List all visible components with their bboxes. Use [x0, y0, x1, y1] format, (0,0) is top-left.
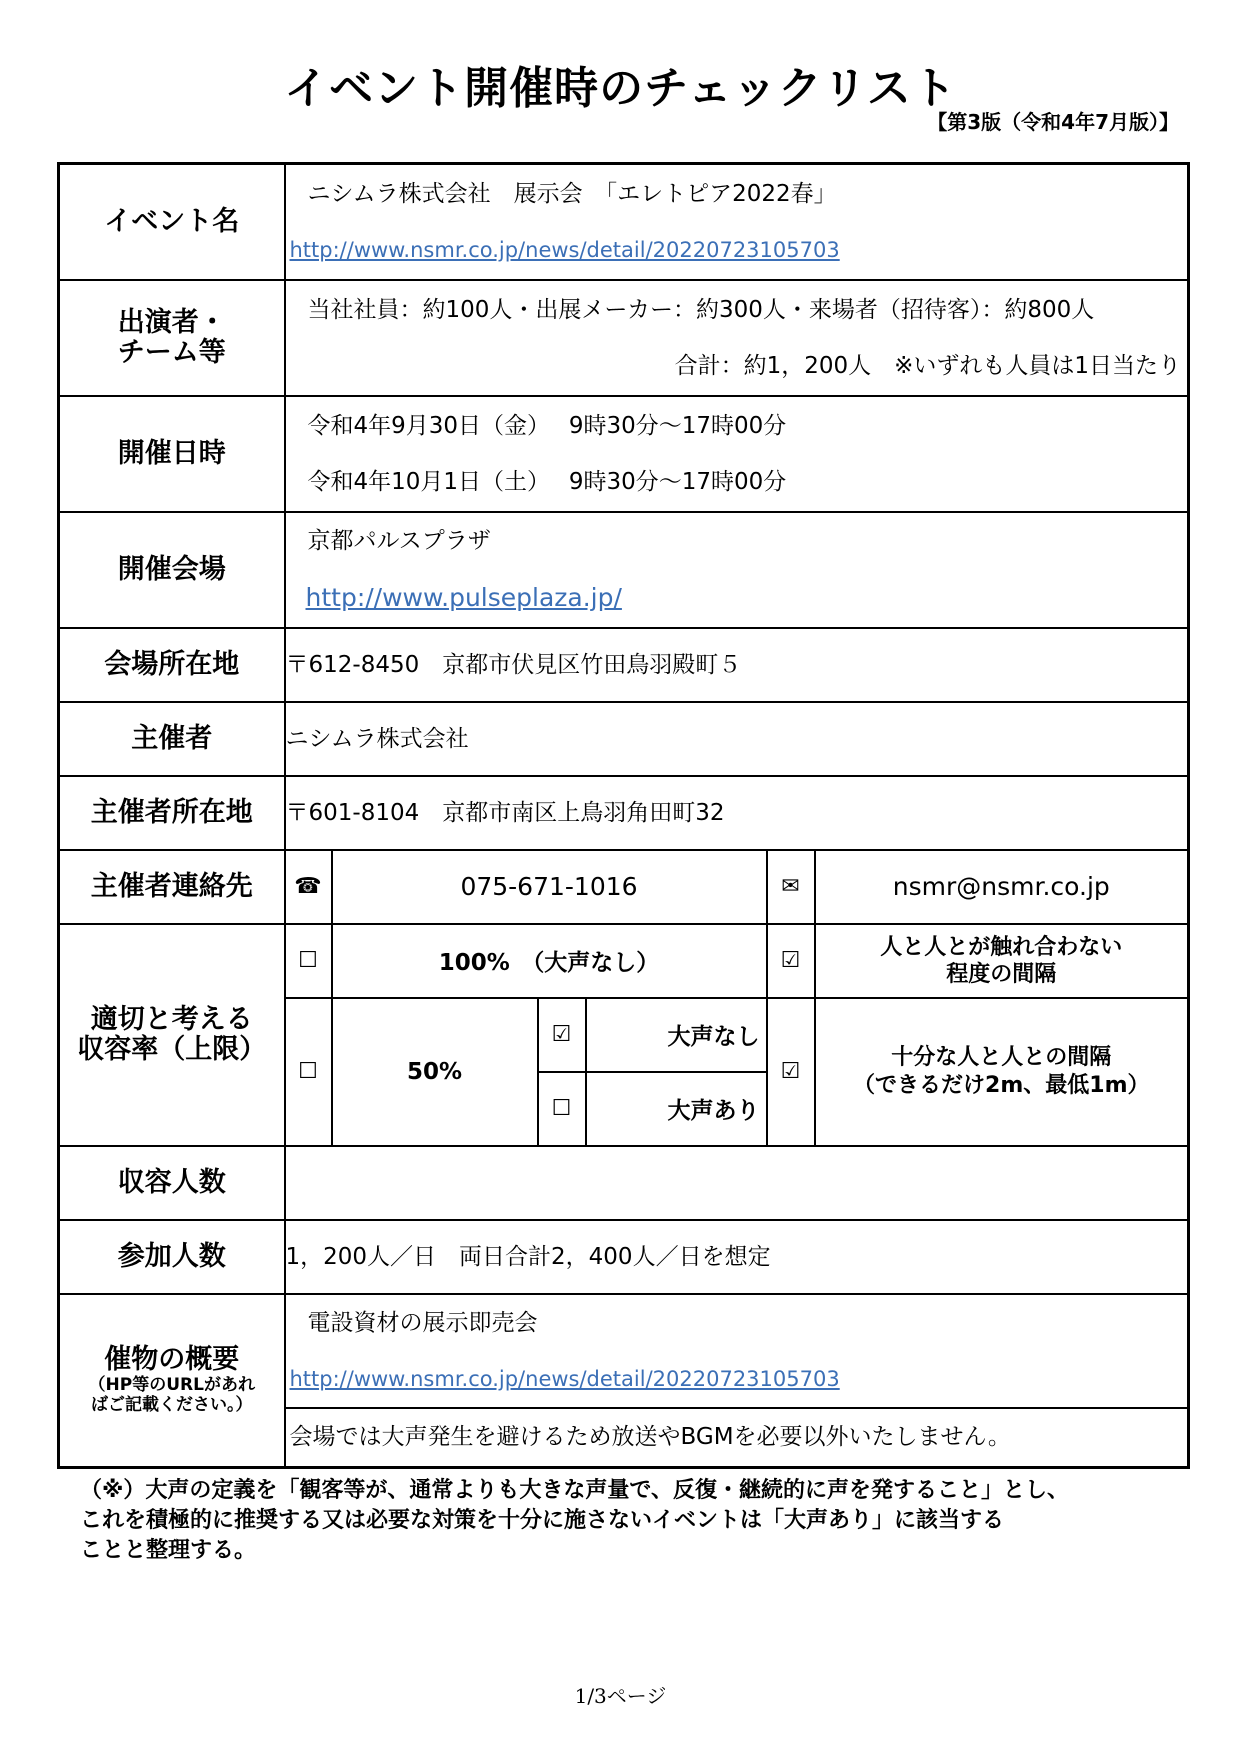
overview-url[interactable]: http://www.nsmr.co.jp/news/detail/20220723105703: [289, 1367, 840, 1392]
page-number: 1/3ページ: [574, 1684, 667, 1708]
opt100-distance-line1: 人と人とが触れ合わない: [880, 934, 1123, 960]
overview-label-cell: [59, 1294, 285, 1468]
quiet-label: 大声なし: [586, 998, 767, 1072]
opt50-distance-line2: （できるだけ2m、最低1m）: [853, 1072, 1150, 1098]
performers-label-line1: 出演者・: [117, 306, 226, 338]
opt50-label: 50%: [332, 998, 538, 1146]
page-title: イベント開催時のチェックリスト: [284, 63, 957, 114]
datetime-label: 開催日時: [59, 396, 285, 512]
email-address: nsmr@nsmr.co.jp: [815, 850, 1189, 924]
row-venue: [59, 512, 1189, 628]
capacity-value[interactable]: [285, 1146, 1189, 1220]
organizer-value: ニシムラ株式会社: [285, 702, 1189, 776]
opt50-distance-line1: 十分な人と人との間隔: [891, 1044, 1112, 1070]
venue-address-value: 〒612-8450 京都市伏見区竹田鳥羽殿町５: [285, 628, 1189, 702]
opt50-distance-checkbox[interactable]: ☑: [767, 998, 815, 1146]
row-capacity: [59, 1146, 1189, 1220]
quiet-checkbox[interactable]: ☑: [538, 998, 586, 1072]
row-capacity-100: [59, 924, 1189, 998]
organizer-address-label: 主催者所在地: [59, 776, 285, 850]
contact-label: 主催者連絡先: [59, 850, 285, 924]
capacity-label: 収容人数: [59, 1146, 285, 1220]
venue-address-label: 会場所在地: [59, 628, 285, 702]
event-name-label: イベント名: [59, 164, 285, 280]
row-performers: [59, 280, 1189, 396]
row-venue-address: [59, 628, 1189, 702]
venue-cell: [285, 512, 1189, 628]
datetime-day2: 令和4年10月1日（土） 9時30分～17時00分: [307, 468, 787, 495]
footnote: [80, 1476, 1069, 1566]
venue-label: 開催会場: [59, 512, 285, 628]
opt100-label: 100% （大声なし）: [332, 924, 767, 998]
overview-label: 催物の概要: [104, 1344, 240, 1376]
capacity-rate-label-line2: 収容率（上限）: [77, 1033, 267, 1065]
organizer-label: 主催者: [59, 702, 285, 776]
event-name-value: ニシムラ株式会社 展示会 「エレトピア2022春」: [307, 180, 837, 207]
row-organizer: [59, 702, 1189, 776]
edition-label: 【第3版（令和4年7月版）】: [927, 110, 1179, 134]
footnote-line2: これを積極的に推奨する又は必要な対策を十分に施さないイベントは「大声あり」に該当する: [80, 1508, 1005, 1533]
opt100-distance-checkbox[interactable]: ☑: [767, 924, 815, 998]
loud-checkbox[interactable]: ☐: [538, 1072, 586, 1146]
overview-value: 電設資材の展示即売会: [307, 1310, 538, 1337]
row-event-name: [59, 164, 1189, 280]
performers-value: 当社社員：約100人・出展メーカー：約300人・来場者（招待客）：約800人: [307, 296, 1095, 323]
capacity-rate-label: [59, 924, 285, 1146]
opt50-distance-label: [815, 998, 1189, 1146]
loud-label: 大声あり: [586, 1072, 767, 1146]
footnote-line3: ことと整理する。: [80, 1538, 257, 1563]
row-organizer-address: [59, 776, 1189, 850]
overview-remark: 会場では大声発生を避けるため放送やBGMを必要以外いたしません。: [286, 1407, 1188, 1465]
footnote-line1: （※）大声の定義を「観客等が、通常よりも大きな声量で、反復・継続的に声を発すること」とし、: [80, 1478, 1069, 1503]
phone-number: 075-671-1016: [332, 850, 767, 924]
capacity-rate-label-line1: 適切と考える: [90, 1003, 253, 1035]
row-contact: [59, 850, 1189, 924]
phone-icon: ☎: [285, 850, 332, 924]
performers-label-line2: チーム等: [117, 336, 226, 368]
event-name-cell: [285, 164, 1189, 280]
performers-cell: [285, 280, 1189, 396]
opt100-checkbox[interactable]: ☐: [285, 924, 332, 998]
datetime-day1: 令和4年9月30日（金） 9時30分～17時00分: [307, 412, 787, 439]
venue-value: 京都パルスプラザ: [307, 527, 491, 554]
opt50-checkbox[interactable]: ☐: [285, 998, 332, 1146]
checklist-table: [57, 162, 1190, 1469]
overview-note-line2: ばご記載ください。）: [91, 1395, 253, 1416]
mail-icon: ✉: [767, 850, 815, 924]
row-overview: [59, 1294, 1189, 1468]
organizer-address-value: 〒601-8104 京都市南区上鳥羽角田町32: [285, 776, 1189, 850]
overview-note-line1: （HP等のURLがあれ: [88, 1375, 255, 1396]
event-name-url[interactable]: http://www.nsmr.co.jp/news/detail/20220723105703: [289, 237, 840, 262]
performers-label: [59, 280, 285, 396]
opt100-distance-line2: 程度の間隔: [946, 961, 1057, 987]
performers-total: 合計：約1，200人 ※いずれも人員は1日当たり: [674, 352, 1182, 379]
venue-url[interactable]: http://www.pulseplaza.jp/: [305, 582, 622, 612]
datetime-cell: [285, 396, 1189, 512]
participants-value: 1，200人／日 両日合計2，400人／日を想定: [285, 1220, 1189, 1294]
opt100-distance-label: [815, 924, 1189, 998]
overview-cell: [285, 1294, 1189, 1468]
row-datetime: [59, 396, 1189, 512]
row-participants: [59, 1220, 1189, 1294]
participants-label: 参加人数: [59, 1220, 285, 1294]
